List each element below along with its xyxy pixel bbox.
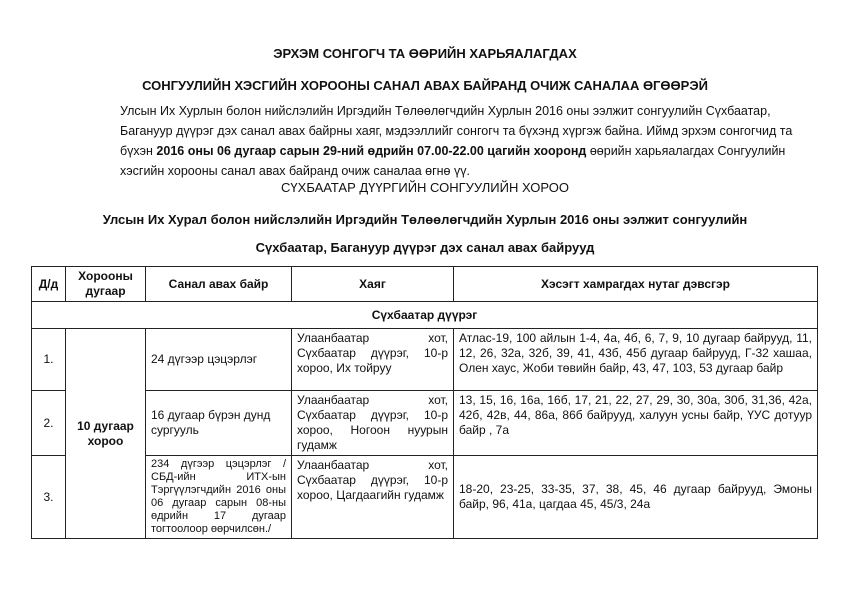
row-place: 16 дугаар бүрэн дунд сургууль: [146, 391, 292, 456]
table-title-line-2: Сүхбаатар, Багануур дүүрэг дэх санал авах байрууд: [255, 240, 595, 255]
polling-stations-table: [31, 266, 818, 539]
district-name: Сүхбаатар дүүрэг: [32, 302, 818, 329]
row-address: Улаанбаатар хот, Сүхбаатар дүүрэг, 10-р хороо, Их тойруу: [292, 329, 454, 391]
intro-paragraph: [120, 101, 810, 181]
intro-text-3: өөрийн харьяалагдах Сонгуулийн хэсгийн хорооны санал авах байранд очиж саналаа өгнө үү.: [120, 144, 786, 178]
row-area: 18-20, 23-25, 33-35, 37, 38, 45, 46 дугаар байрууд, Эмоны байр, 96, 41а, цагдаа 45, 45/3, 24а: [454, 456, 818, 539]
row-num: 2.: [32, 391, 66, 456]
row-place: 234 дүгээр цэцэрлэг /СБД-ийн ИТХ-ын Тэргүүлэгчдийн 2016 оны 06 дугаар сарын 08-ны өдрийн 17 дугаар тогтоолоор өөрчилсөн./: [146, 456, 292, 539]
table-row: [32, 329, 818, 391]
page-title: ЭРХЭМ СОНГОГЧ ТА ӨӨРИЙН ХАРЬЯАЛАГДАХ: [273, 46, 577, 61]
header-address: Хаяг: [292, 267, 454, 302]
page-subtitle: СОНГУУЛИЙН ХЭСГИЙН ХОРООНЫ САНАЛ АВАХ БАЙРАНД ОЧИЖ САНАЛАА ӨГӨӨРЭЙ: [142, 78, 708, 93]
row-num: 3.: [32, 456, 66, 539]
row-address: Улаанбаатар хот, Сүхбаатар дүүрэг, 10-р хороо, Цагдаагийн гудамж: [292, 456, 454, 539]
table-header-row: [32, 267, 818, 302]
khoroo-cell: 10 дугаар хороо: [66, 329, 146, 539]
table-row: [32, 391, 818, 456]
row-num: 1.: [32, 329, 66, 391]
district-row: [32, 302, 818, 329]
section-title: СҮХБААТАР ДҮҮРГИЙН СОНГУУЛИЙН ХОРОО: [281, 180, 569, 195]
row-address: Улаанбаатар хот, Сүхбаатар дүүрэг, 10-р хороо, Ногоон нуурын гудамж: [292, 391, 454, 456]
table-row: [32, 456, 818, 539]
header-place: Санал авах байр: [146, 267, 292, 302]
row-area: Атлас-19, 100 айлын 1-4, 4а, 4б, 6, 7, 9, 10 дугаар байрууд, 11, 12, 26, 32а, 32б, 39, 41, 43б, 45б дугаар байрууд, Г-32 хашаа, Олен хаус, Жоби төвийн байр, 43, 47, 103, 53 дугаар байр: [454, 329, 818, 391]
row-area: 13, 15, 16, 16а, 16б, 17, 21, 22, 27, 29, 30, 30а, 30б, 31,36, 42а, 42б, 42в, 44, 86а, 86б байрууд, халуун усны байр, ҮУС дотуур байр , 7а: [454, 391, 818, 456]
table-title-line-1: Улсын Их Хурал болон нийслэлийн Иргэдийн Төлөөлөгчдийн Хурлын 2016 оны ээлжит сонгуулийн: [102, 212, 748, 227]
header-khoroo: Хорооны дугаар: [66, 267, 146, 302]
intro-date-bold: 2016 оны 06 дугаар сарын 29-ний өдрийн 07.00-22.00 цагийн хооронд: [156, 144, 587, 158]
intro-text-1: Улсын Их Хурлын болон нийслэлийн Иргэдийн Төлөөлөгчдийн Хурлын 2016 оны ээлжит сонгуулийн Сүхбаатар, Багануур дүүрэг дэх санал авах байрны хаяг, мэдээллийг сонгогч та бүхэнд хүргэж байна. Иймд эрхэм сонгогчид та бүхэн: [120, 104, 793, 158]
header-area: Хэсэгт хамрагдах нутаг дэвсгэр: [454, 267, 818, 302]
row-place: 24 дүгээр цэцэрлэг: [146, 329, 292, 391]
header-num: Д/д: [32, 267, 66, 302]
